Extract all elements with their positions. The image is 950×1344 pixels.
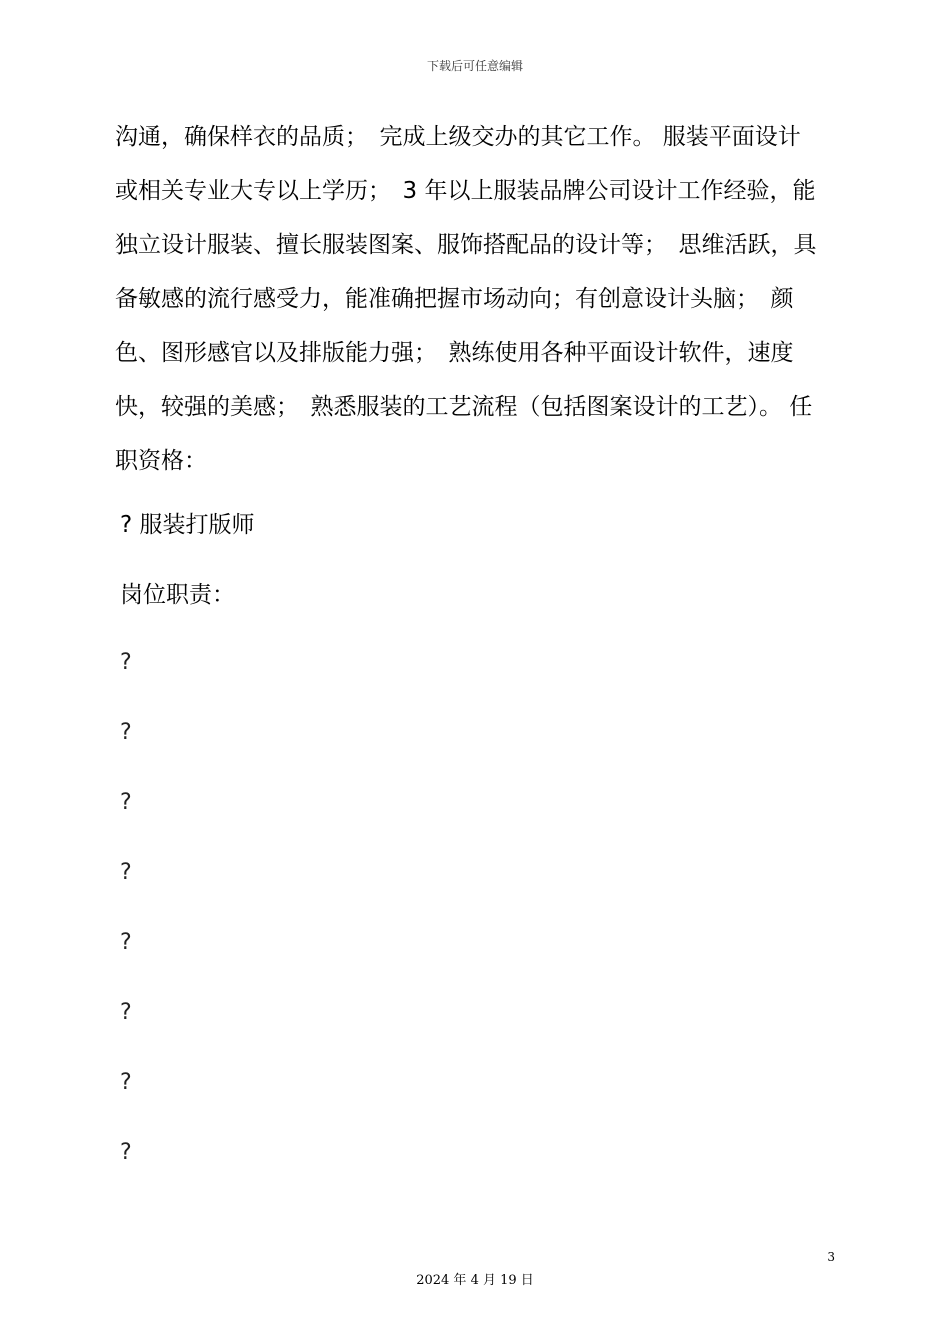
header-note: 下载后可任意编辑 [426,59,523,73]
job-title: ? 服装打版师 [120,512,255,538]
placeholder-mark: ? [120,930,132,955]
footer-date: 2024 年 4 月 19 日 [416,1273,534,1288]
placeholder-mark: ? [120,1070,132,1095]
body-line: 沟通，确保样衣的品质； 完成上级交办的其它工作。 服装平面设计 [115,124,801,150]
body-line: 或相关专业大专以上学历； 3 年以上服装品牌公司设计工作经验，能 [115,178,816,204]
placeholder-mark: ? [120,650,132,675]
page-number: 3 [827,1250,835,1264]
placeholder-mark: ? [120,1140,132,1165]
placeholder-mark: ? [120,720,132,745]
body-line: 独立设计服装、擅长服装图案、服饰搭配品的设计等； 思维活跃，具 [115,232,817,258]
duties-label: 岗位职责： [120,582,235,608]
placeholder-mark: ? [120,790,132,815]
body-line: 职资格： [115,448,207,474]
body-line: 色、图形感官以及排版能力强； 熟练使用各种平面设计软件，速度 [115,340,794,366]
placeholder-mark: ? [120,860,132,885]
body-paragraph [115,110,845,488]
body-line: 备敏感的流行感受力，能准确把握市场动向；有创意设计头脑； 颜 [115,286,794,312]
placeholder-mark: ? [120,1000,132,1025]
body-line: 快，较强的美感； 熟悉服装的工艺流程（包括图案设计的工艺）。 任 [115,394,813,420]
